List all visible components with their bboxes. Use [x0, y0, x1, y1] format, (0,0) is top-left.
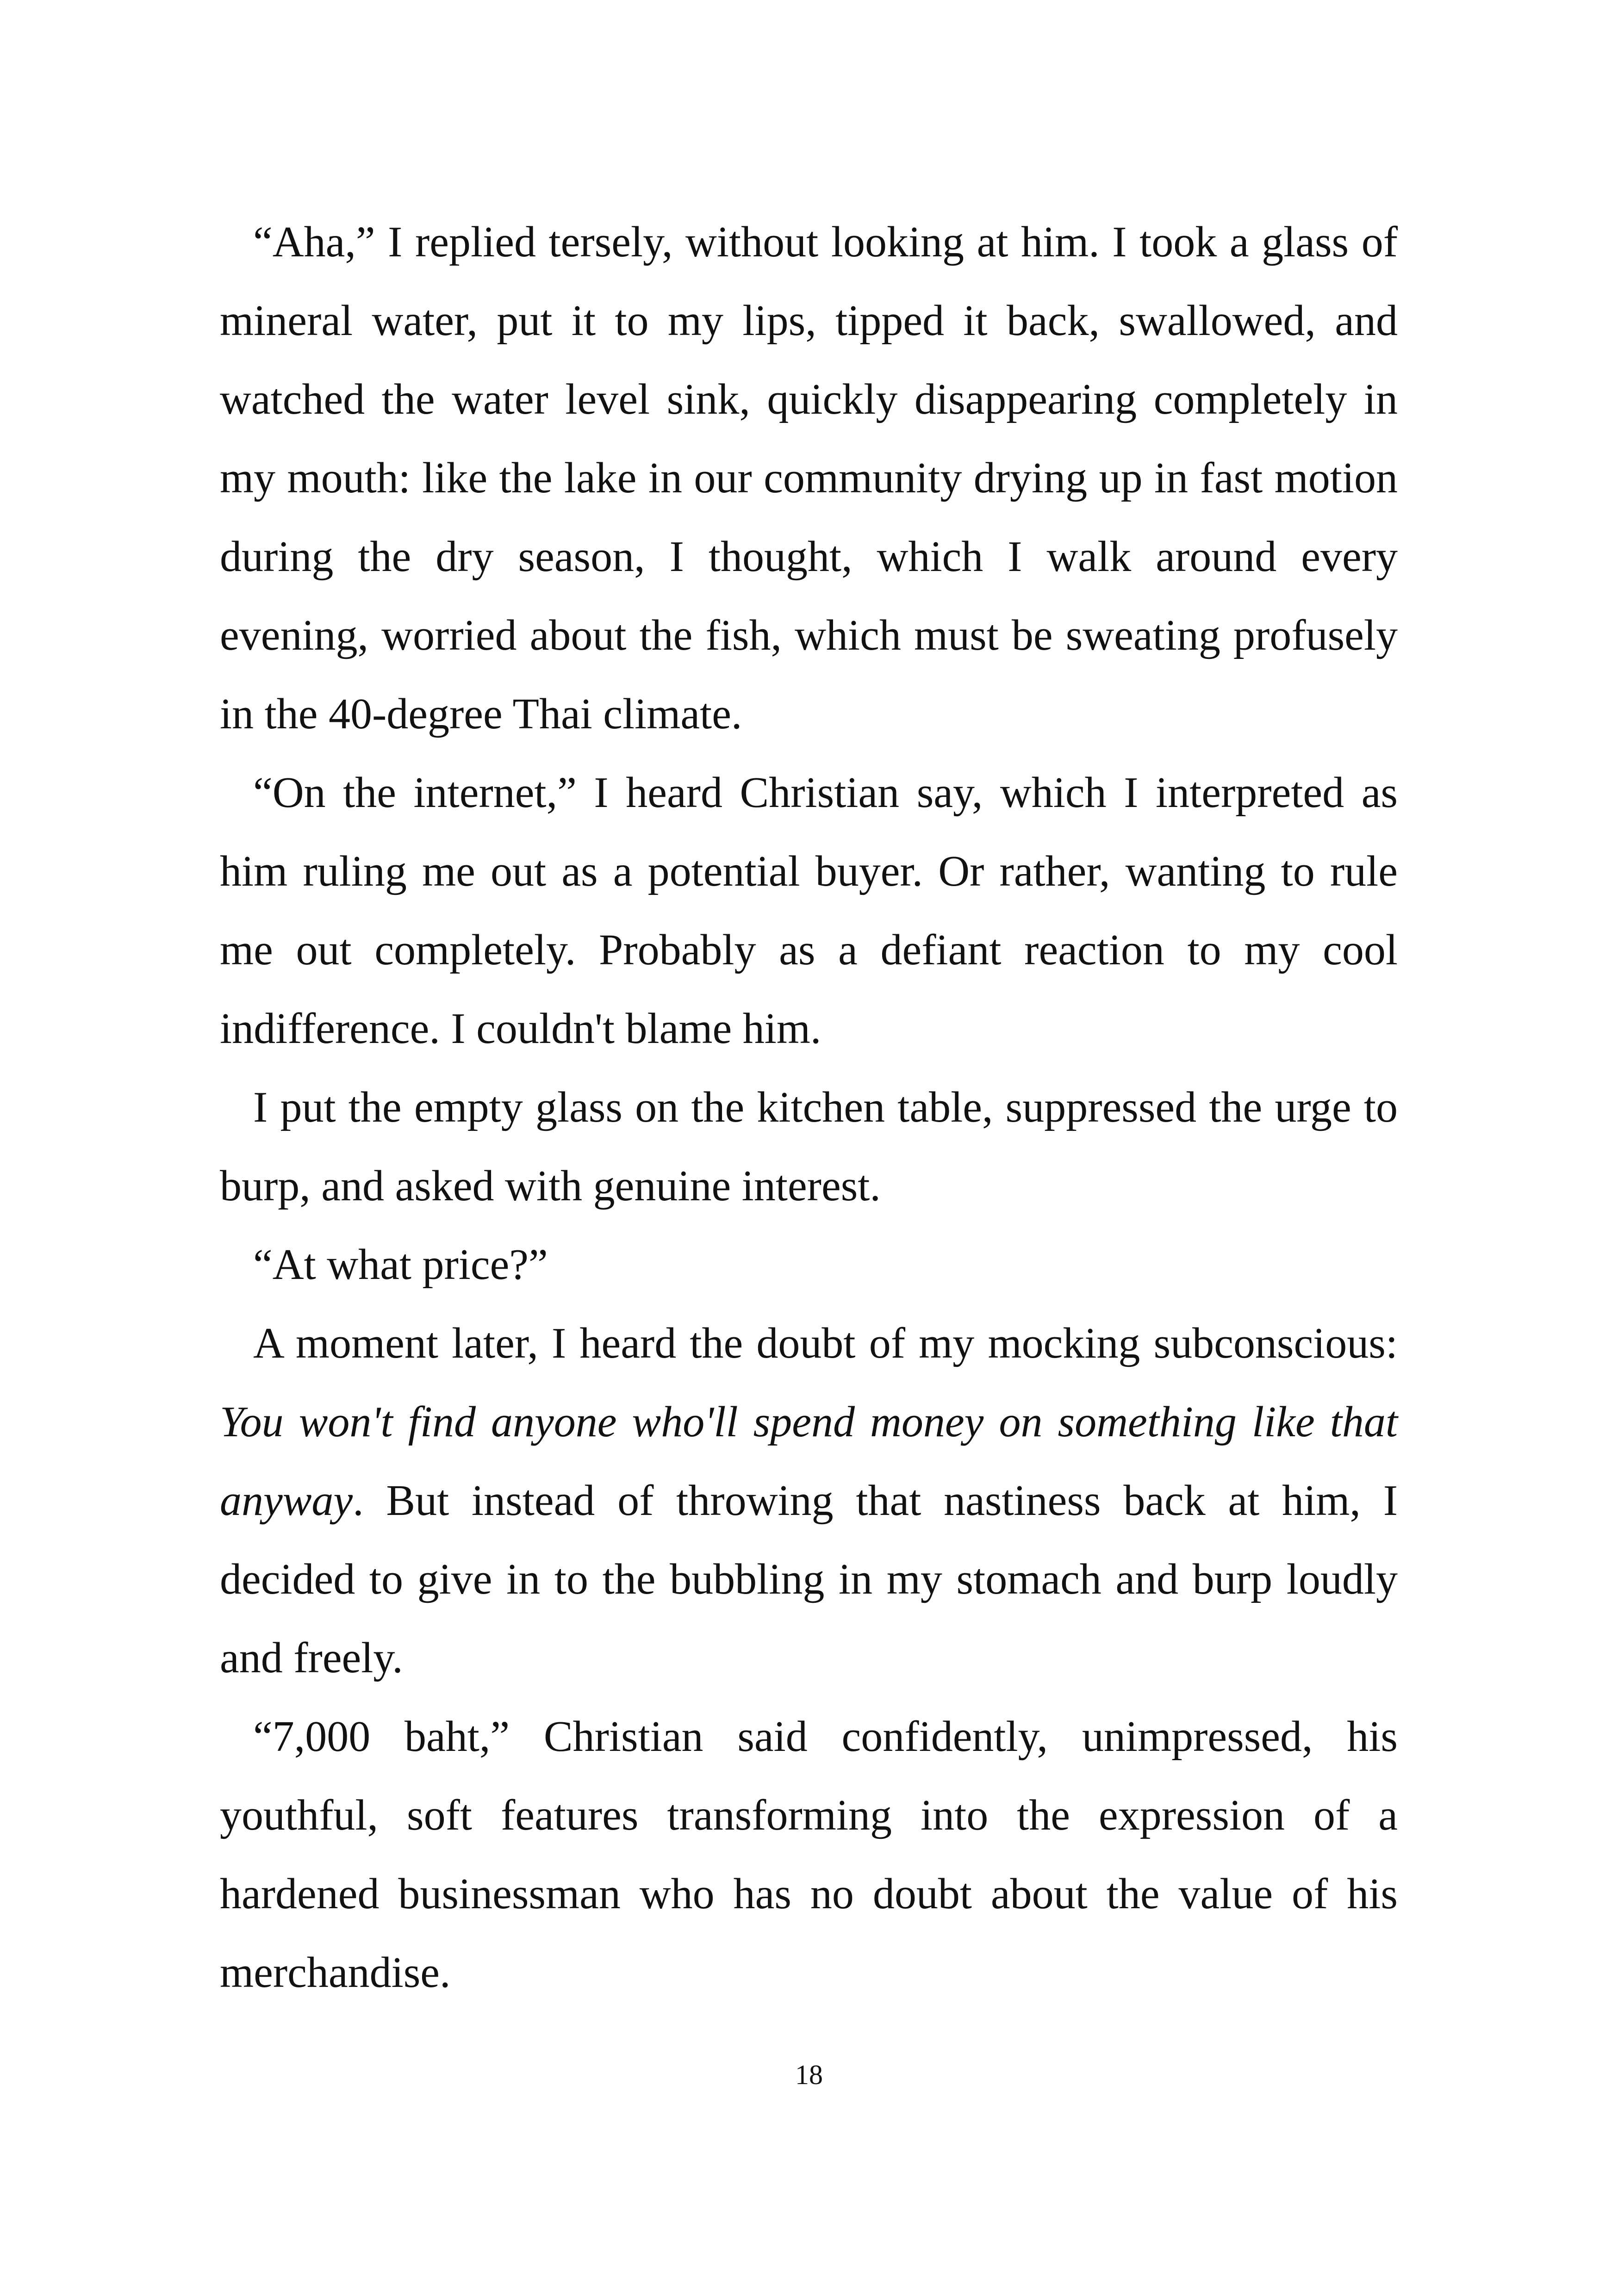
page-number: 18	[795, 2060, 823, 2090]
paragraph-1: “Aha,” I replied tersely, without looking at him. I took a glass of mineral water, put it to my lips, tipped it back, swallowed, and watched the water level sink, quickly disappearing completely in my mouth: like the lake in our community drying up in fast motion during the dry season, I thought, which I walk around every evening, worried about the fish, which must be sweating profusely in the 40-degree Thai climate.	[220, 218, 1398, 738]
paragraph-5-lead: A moment later, I heard the doubt of my mocking subconscious:	[253, 1319, 1398, 1367]
italic-thought: You won't find anyone who'll spend money on something like that anyway	[220, 1398, 1398, 1525]
paragraph-6: “7,000 baht,” Christian said confidently, unimpressed, his youthful, soft features transforming into the expression of a hardened businessman who has no doubt about the value of his merchandise.	[220, 1713, 1398, 1997]
paragraph-3: I put the empty glass on the kitchen table, suppressed the urge to burp, and asked with genuine interest.	[220, 1083, 1398, 1210]
paragraph-4: “At what price?”	[253, 1241, 548, 1289]
body-text	[220, 203, 1398, 2012]
paragraph-5-tail: . But instead of throwing that nastiness back at him, I decided to give in to the bubbling in my stomach and burp loudly and freely.	[220, 1477, 1398, 1682]
paragraph-5	[220, 1304, 1398, 1697]
paragraph-2: “On the internet,” I heard Christian say, which I interpreted as him ruling me out as a potential buyer. Or rather, wanting to rule me out completely. Probably as a defiant reaction to my cool indifference. I couldn't blame him.	[220, 769, 1398, 1053]
